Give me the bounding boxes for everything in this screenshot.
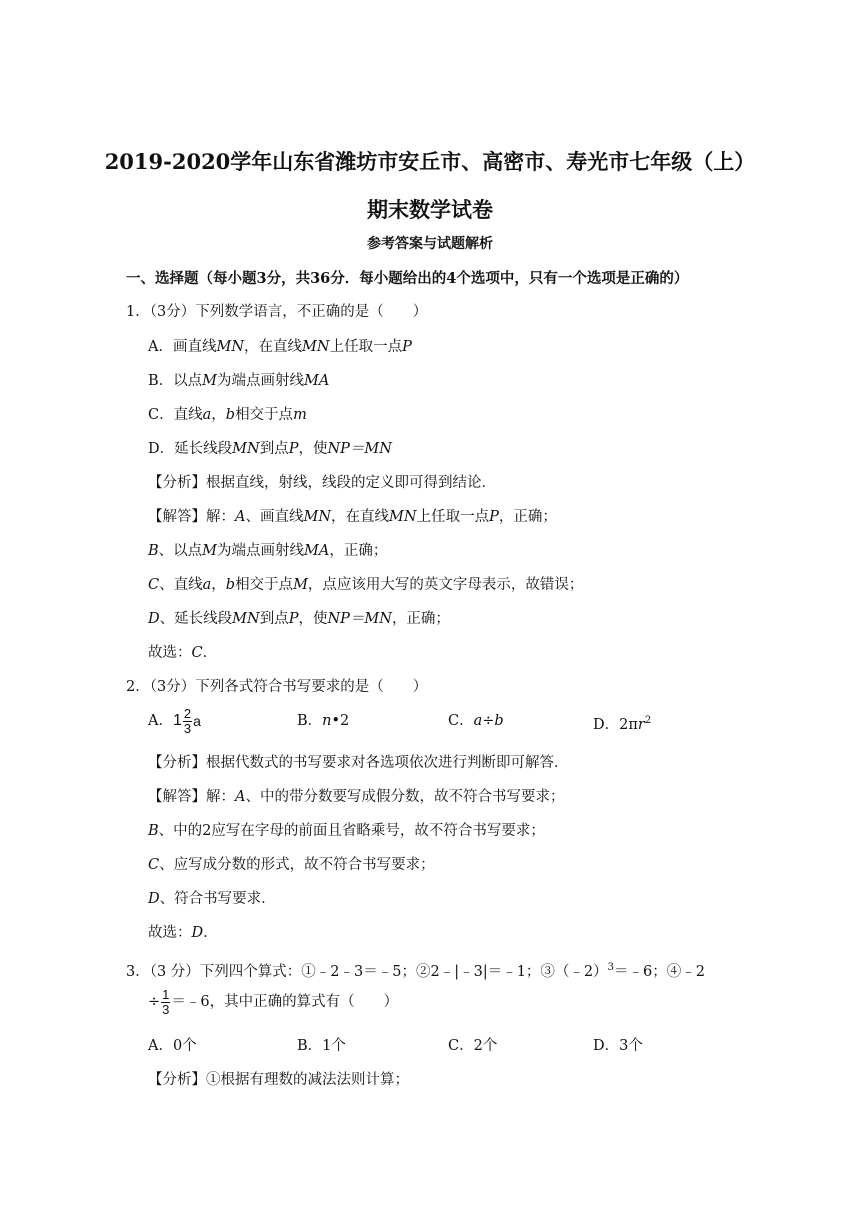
question-1-option-d: D．延长线段MN到点P，使NP＝MN	[148, 441, 392, 457]
question-2-stem: 2．（3分）下列各式符合书写要求的是（ ）	[126, 679, 428, 695]
question-1-answer-line-4: D、延长线段MN到点P，使NP＝MN，正确；	[148, 611, 450, 627]
question-3-stem-line-2: ÷ $\frac{1}{3}$ ＝﹣6，其中正确的算式有（ ）	[148, 986, 399, 1017]
question-1-stem: 1．（3分）下列数学语言，不正确的是（ ）	[126, 304, 428, 320]
question-2-option-b: B．n•2	[297, 713, 350, 729]
question-3-option-a: A．0个	[148, 1038, 197, 1054]
question-1-option-a: A．画直线MN，在直线MN上任取一点P	[148, 339, 412, 355]
question-2-analysis: 【分析】根据代数式的书写要求对各选项依次进行判断即可解答．	[148, 755, 569, 771]
fraction: $\frac{1}{3}$	[162, 986, 170, 1017]
document-subtitle: 参考答案与试题解析	[367, 236, 493, 252]
question-1-answer-line-3: C、直线a，b相交于点M，点应该用大写的英文字母表示，故错误；	[148, 577, 584, 593]
question-1-option-c: C．直线a，b相交于点m	[148, 407, 307, 423]
question-2-answer-line-4: D、符合书写要求．	[148, 891, 276, 907]
question-1-analysis: 【分析】根据直线，射线，线段的定义即可得到结论．	[148, 475, 496, 491]
question-2-answer-line-1: 【解答】解：A、中的带分数要写成假分数，故不符合书写要求；	[148, 789, 565, 805]
document-title-line2: 期末数学试卷	[367, 197, 493, 222]
question-3-option-d: D．3个	[593, 1038, 643, 1054]
question-1-choice: 故选：C．	[148, 645, 218, 661]
question-1-answer-line-2: B、以点M为端点画射线MA，正确；	[148, 543, 388, 559]
question-2-option-c: C．a÷b	[448, 713, 504, 729]
question-1-option-b: B．以点M为端点画射线MA	[148, 373, 330, 389]
question-1-answer-line-1: 【解答】解：A、画直线MN，在直线MN上任取一点P，正确；	[148, 509, 557, 525]
question-3-stem-line-1: 3．（3 分）下列四个算式：①﹣2﹣3＝﹣5；②2﹣|﹣3|＝﹣1；③（﹣2）$^3$＝﹣6；④﹣2	[126, 962, 705, 980]
fraction: $\frac{2}{3}$	[183, 705, 192, 736]
section-heading: 一、选择题（每小题3分，共36分．每小题给出的4个选项中，只有一个选项是正确的）	[126, 270, 689, 287]
question-3-option-b: B．1个	[297, 1038, 346, 1054]
question-2-option-a: A．1 $\frac{2}{3}$ a	[148, 705, 201, 736]
question-2-option-d: D．$2\pi r^2$	[593, 715, 652, 733]
document-title-line1: 2019-2020学年山东省潍坊市安丘市、高密市、寿光市七年级（上）	[104, 149, 756, 174]
question-3-analysis: 【分析】①根据有理数的减法法则计算；	[148, 1072, 409, 1088]
question-2-answer-line-2: B、中的2应写在字母的前面且省略乘号，故不符合书写要求；	[148, 823, 545, 839]
question-2-choice: 故选：D．	[148, 925, 218, 941]
question-2-answer-line-3: C、应写成分数的形式，故不符合书写要求；	[148, 857, 435, 873]
question-3-option-c: C．2个	[448, 1038, 498, 1054]
